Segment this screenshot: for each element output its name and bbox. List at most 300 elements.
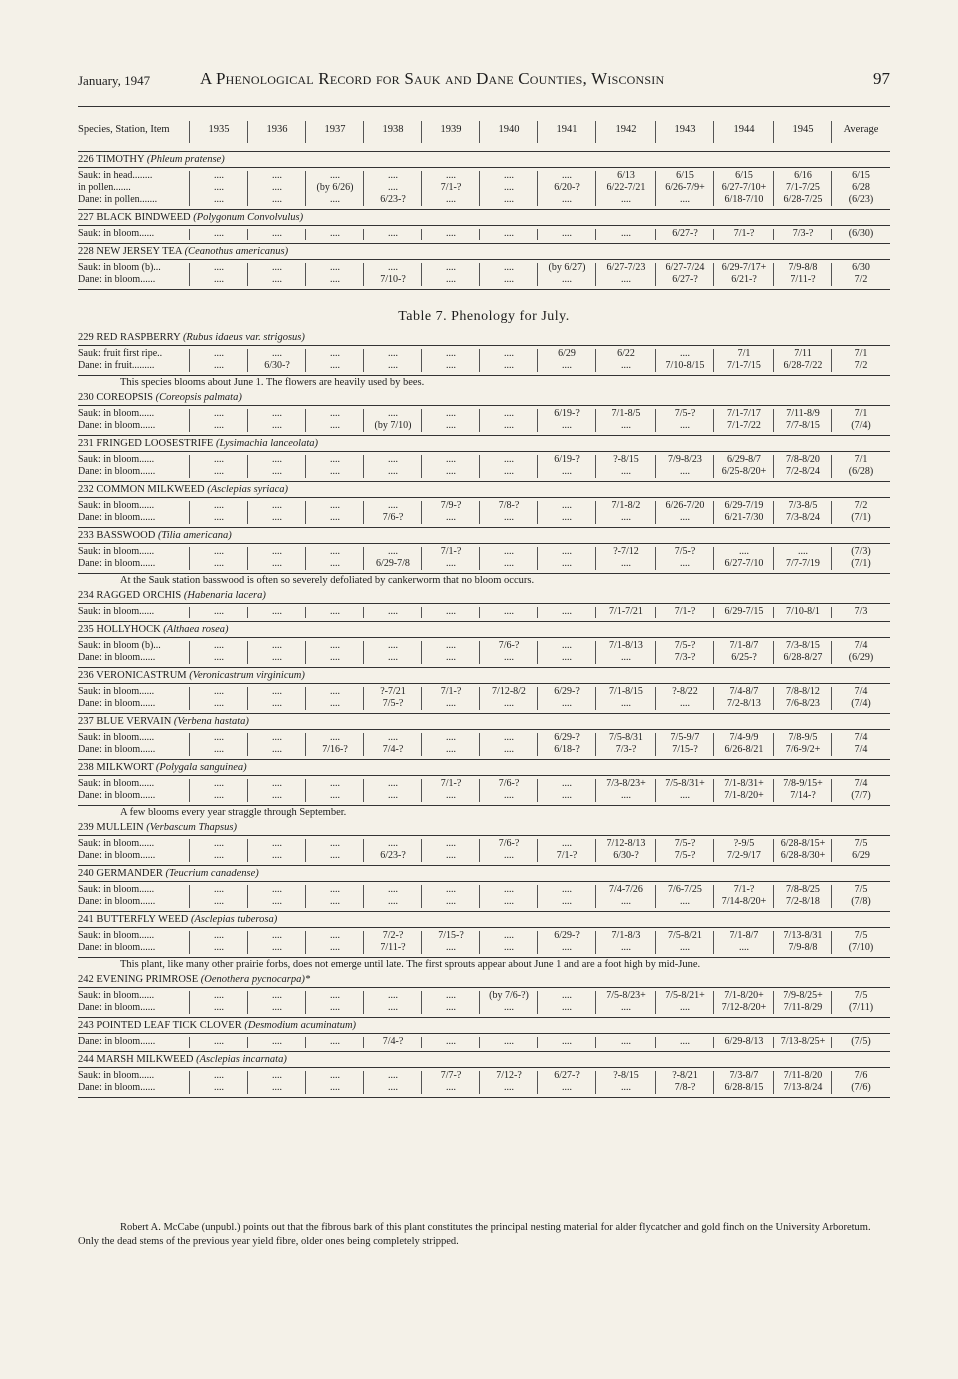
species-name: 243 POINTED LEAF TICK CLOVER [78,1020,245,1031]
row-label: Sauk: in bloom...... [78,228,155,239]
table-cell: .... [446,838,456,849]
row-label: Sauk: in head........ [78,170,153,181]
table-row [78,454,890,466]
column-divider [189,607,190,618]
table-cell: 7/5-9/7 [670,732,700,743]
table-cell: 7/5 [854,884,868,895]
column-divider [595,839,596,862]
species-title [78,244,890,259]
column-divider [479,171,480,206]
table-cell: (7/10) [848,942,874,953]
column-divider [773,931,774,954]
table-cell: 7/2-? [382,930,404,941]
table-cell: .... [562,884,572,895]
column-divider [189,263,190,286]
table-cell: 7/1-8/13 [609,640,643,651]
table-cell: 7/9-8/23 [668,454,702,465]
species-latin-name: (Teucrium canadense) [165,868,259,879]
table-cell: 6/22 [617,348,635,359]
row-label: Sauk: in bloom...... [78,930,155,941]
table-row [78,640,890,652]
table-cell: 7/12-8/2 [492,686,526,697]
table-cell: .... [214,454,224,465]
table-cell: 7/1-? [733,884,755,895]
table-cell: .... [446,652,456,663]
table-cell: .... [214,512,224,523]
table-cell: 7/11 [794,348,812,359]
column-divider [189,733,190,756]
table-cell: .... [504,194,514,205]
table-cell: .... [504,348,514,359]
table-cell: 6/27-7/24 [665,262,705,273]
table-cell: .... [330,732,340,743]
table-cell: 7/10-8/15 [665,360,705,371]
row-label: Sauk: in bloom...... [78,838,155,849]
species-title [78,330,890,345]
column-divider [773,687,774,710]
table-cell: .... [330,194,340,205]
table-cell: 6/29-7/15 [724,606,764,617]
table-cell: 7/3 [854,606,868,617]
table-cell: .... [680,194,690,205]
table-cell: 7/7-? [440,1070,462,1081]
table-cell: 7/6 [854,1070,868,1081]
column-divider [247,349,248,372]
table-cell: .... [272,930,282,941]
column-divider [189,171,190,206]
column-divider [305,839,306,862]
table-cell: (7/5) [851,1036,871,1047]
table-cell: 6/28-8/15 [724,1082,764,1093]
table-cell: 7/4 [854,744,868,755]
column-divider [831,229,832,240]
table-row [78,896,890,908]
column-divider [189,455,190,478]
table-cell: .... [388,262,398,273]
table-cell: .... [562,790,572,801]
species-rows [78,882,890,911]
column-divider [713,547,714,570]
table-cell: .... [504,546,514,557]
column-divider [479,409,480,432]
column-divider [655,547,656,570]
column-divider [305,455,306,478]
table-row [78,274,890,286]
table-cell: .... [562,1002,572,1013]
table-cell: 6/23-? [380,194,406,205]
table-cell: .... [272,850,282,861]
species-note: This plant, like many other prairie forbs, does not emerge until late. The first sprouts appear about June 1 and are a foot high by mid-June. [120,959,701,970]
table-cell: .... [621,194,631,205]
species-rows [78,776,890,805]
column-header: 1935 [208,124,230,135]
table-cell: 7/5-? [674,838,696,849]
page-number: 97 [873,69,890,88]
table-cell: 7/5-? [382,698,404,709]
table-cell: .... [446,466,456,477]
table-cell: .... [446,698,456,709]
column-divider [773,733,774,756]
table-cell: .... [680,790,690,801]
species-latin-name: (Habenaria lacera) [183,590,266,601]
table-cell: .... [330,698,340,709]
column-divider [363,839,364,862]
species-rows [78,730,890,759]
table-cell: .... [272,686,282,697]
column-divider [713,991,714,1014]
row-label: Dane: in bloom...... [78,698,156,709]
table-row [78,930,890,942]
table-cell: .... [388,652,398,663]
table-cell: .... [388,884,398,895]
column-divider [831,171,832,206]
table-row [78,850,890,862]
table-cell: 6/29-? [554,686,580,697]
table-row [78,500,890,512]
column-divider [537,641,538,664]
species-name: 235 HOLLYHOCK [78,624,164,635]
column-divider [655,349,656,372]
table-cell: 7/6-? [498,778,520,789]
table-cell: .... [330,1036,340,1047]
table-cell: 6/29-8/7 [727,454,761,465]
table-cell: .... [272,182,282,193]
column-divider [363,687,364,710]
column-header: 1941 [556,124,578,135]
column-header: 1938 [382,124,404,135]
table-cell: .... [562,194,572,205]
column-divider [773,839,774,862]
table-cell: .... [388,182,398,193]
table-cell: .... [621,420,631,431]
table-row [78,744,890,756]
table-cell: .... [272,512,282,523]
table-row [78,942,890,954]
species-title [78,622,890,637]
table-cell: .... [562,652,572,663]
table-cell: .... [562,546,572,557]
table-cell: .... [504,744,514,755]
table-cell: .... [621,360,631,371]
table-cell: .... [562,500,572,511]
column-header-row [78,107,890,151]
table-cell: (7/1) [851,512,871,523]
column-divider [421,885,422,908]
species-name: 226 TIMOTHY [78,154,147,165]
table-cell: 7/4-8/7 [729,686,759,697]
column-divider [655,1071,656,1094]
row-label: Sauk: in bloom...... [78,884,155,895]
column-divider [831,641,832,664]
table-cell: .... [214,884,224,895]
column-divider [305,991,306,1014]
column-divider [189,121,190,143]
column-divider [595,409,596,432]
table-cell: 6/29-? [554,930,580,941]
table-cell: .... [504,606,514,617]
table-cell: .... [446,732,456,743]
column-divider [595,885,596,908]
species-title [78,1018,890,1033]
table-cell: .... [621,1002,631,1013]
table-cell: 7/3-8/5 [788,500,818,511]
table-cell: .... [798,546,808,557]
column-divider [831,839,832,862]
table-cell: .... [621,652,631,663]
table-cell: .... [272,732,282,743]
column-divider [421,641,422,664]
row-label: Dane: in bloom...... [78,744,156,755]
table-cell: .... [504,1082,514,1093]
table-cell: 7/2-8/24 [786,466,820,477]
table-cell: .... [330,466,340,477]
table-cell: 7/1-? [733,228,755,239]
column-divider [713,121,714,143]
column-divider [655,931,656,954]
table-cell: .... [504,896,514,907]
column-divider [363,641,364,664]
table-cell: 6/28-7/22 [783,360,823,371]
species-rows [78,406,890,435]
column-divider [595,1037,596,1048]
table-cell: .... [272,990,282,1001]
column-divider [595,171,596,206]
column-divider [421,839,422,862]
column-divider [537,1071,538,1094]
column-divider [713,885,714,908]
table-cell: 7/10-? [380,274,406,285]
species-name: 244 MARSH MILKWEED [78,1054,197,1065]
column-divider [421,779,422,802]
column-divider [655,455,656,478]
table-cell: 7/15-? [672,744,698,755]
table-cell: .... [388,348,398,359]
table-cell: .... [621,1036,631,1047]
column-divider [537,501,538,524]
column-divider [713,1071,714,1094]
table-cell: .... [680,466,690,477]
table-cell: 7/1-8/31+ [724,778,764,789]
column-divider [655,733,656,756]
table-cell: 6/16 [794,170,812,181]
column-divider [773,779,774,802]
column-divider [773,349,774,372]
table-cell: 7/14-? [790,790,816,801]
column-divider [363,607,364,618]
column-divider [831,931,832,954]
column-divider [479,547,480,570]
table-cell: .... [446,896,456,907]
species-name: 228 NEW JERSEY TEA [78,246,185,257]
table-cell: .... [330,348,340,359]
table-cell: .... [504,408,514,419]
table-cell: .... [214,348,224,359]
table-cell: .... [214,558,224,569]
table-cell: 6/29-7/8 [376,558,410,569]
table-cell: .... [680,558,690,569]
column-divider [831,349,832,372]
table-cell: ?-7/21 [380,686,406,697]
table-cell: .... [214,790,224,801]
species-name: 231 FRINGED LOOSESTRIFE [78,438,216,449]
column-divider [537,349,538,372]
table-cell: .... [446,640,456,651]
column-divider [247,121,248,143]
table-cell: 7/14-8/20+ [721,896,767,907]
column-divider [713,409,714,432]
table-cell: .... [621,942,631,953]
column-divider [537,1037,538,1048]
table-cell: (7/4) [851,698,871,709]
column-divider [479,779,480,802]
table-cell: .... [388,606,398,617]
table-cell: .... [504,884,514,895]
column-divider [595,991,596,1014]
table-cell: 6/15 [735,170,753,181]
row-label: Sauk: in bloom...... [78,1070,155,1081]
column-divider [247,641,248,664]
species-latin-name: (Asclepias incarnata) [196,1054,287,1065]
table-cell: .... [621,698,631,709]
table-cell: .... [446,558,456,569]
table-cell: .... [562,1036,572,1047]
table-cell: 6/26-8/21 [724,744,764,755]
table-cell: .... [214,850,224,861]
species-latin-name: (Desmodium acuminatum) [244,1020,357,1031]
table-cell: .... [562,420,572,431]
table-cell: 7/5-8/23+ [606,990,646,1001]
column-divider [247,991,248,1014]
table-cell: .... [330,170,340,181]
table-cell: .... [214,182,224,193]
table-cell: .... [504,698,514,709]
table-cell: .... [214,838,224,849]
row-label: Dane: in bloom...... [78,790,156,801]
column-divider [247,547,248,570]
table-cell: 7/8-9/15+ [783,778,823,789]
column-divider [305,607,306,618]
table-cell: .... [330,512,340,523]
table-cell: .... [562,942,572,953]
table-cell: (by 6/26) [316,182,354,193]
column-divider [421,121,422,143]
column-divider [247,263,248,286]
table-cell: 7/8-? [674,1082,696,1093]
table-cell: .... [446,744,456,755]
table-cell: .... [504,274,514,285]
column-divider [189,839,190,862]
column-divider [831,409,832,432]
species-title [78,972,890,987]
table-cell: 7/11-8/29 [783,1002,823,1013]
column-divider [421,455,422,478]
species-rows [78,498,890,527]
column-divider [537,455,538,478]
column-divider [595,733,596,756]
table-cell: .... [272,1036,282,1047]
column-divider [773,1037,774,1048]
table-cell: 7/12-? [496,1070,522,1081]
column-divider [595,1071,596,1094]
table-cell: (6/30) [848,228,874,239]
table-cell: .... [504,850,514,861]
table-cell: 6/30-? [264,360,290,371]
column-divider [305,733,306,756]
column-divider [595,641,596,664]
column-divider [655,1037,656,1048]
table-cell: ?-8/15 [613,1070,639,1081]
table-row [78,546,890,558]
table-cell: 7/1-8/20+ [724,990,764,1001]
table-cell: .... [330,930,340,941]
table-row [78,194,890,206]
table-cell: 6/27-7/10 [724,558,764,569]
table-cell: 7/5-8/31+ [665,778,705,789]
table-cell: .... [562,512,572,523]
column-divider [773,501,774,524]
table-cell: .... [330,262,340,273]
column-divider [773,455,774,478]
column-divider [537,779,538,802]
table-cell: .... [388,790,398,801]
table-cell: .... [562,698,572,709]
species-title [78,210,890,225]
table-row [78,732,890,744]
table-cell: 7/5-8/31 [609,732,643,743]
row-label: Sauk: in bloom...... [78,732,155,743]
table-row [78,558,890,570]
table-cell: .... [504,360,514,371]
table-cell: 6/29 [558,348,576,359]
row-label: Sauk: in bloom...... [78,500,155,511]
table-row [78,408,890,420]
table-cell: .... [330,1002,340,1013]
table-cell: 7/4-7/26 [609,884,643,895]
table-cell: 6/25-? [731,652,757,663]
table-cell: ?-7/12 [613,546,639,557]
column-divider [595,121,596,143]
species-title [78,714,890,729]
column-divider [655,687,656,710]
table-cell: 7/4 [854,778,868,789]
species-title [78,436,890,451]
table-cell: 7/3-8/7 [729,1070,759,1081]
table-cell: 7/5 [854,990,868,1001]
row-label: Sauk: in bloom...... [78,778,155,789]
table-cell: .... [214,262,224,273]
table-cell: .... [330,500,340,511]
table-cell: .... [504,942,514,953]
table-cell: .... [272,1070,282,1081]
column-divider [537,229,538,240]
column-divider [655,885,656,908]
table-cell: 6/29-8/13 [724,1036,764,1047]
table-cell: .... [214,1082,224,1093]
table-cell: 7/3-? [615,744,637,755]
row-label: Dane: in fruit......... [78,360,155,371]
table-cell: .... [214,686,224,697]
table-cell: 7/9-8/25+ [783,990,823,1001]
column-divider [655,607,656,618]
species-rows [78,168,890,209]
table-cell: .... [388,990,398,1001]
table-cell: .... [214,1036,224,1047]
table-cell: .... [562,274,572,285]
column-divider [773,263,774,286]
table-row [78,1036,890,1048]
column-divider [363,121,364,143]
table-cell: 7/5 [854,930,868,941]
